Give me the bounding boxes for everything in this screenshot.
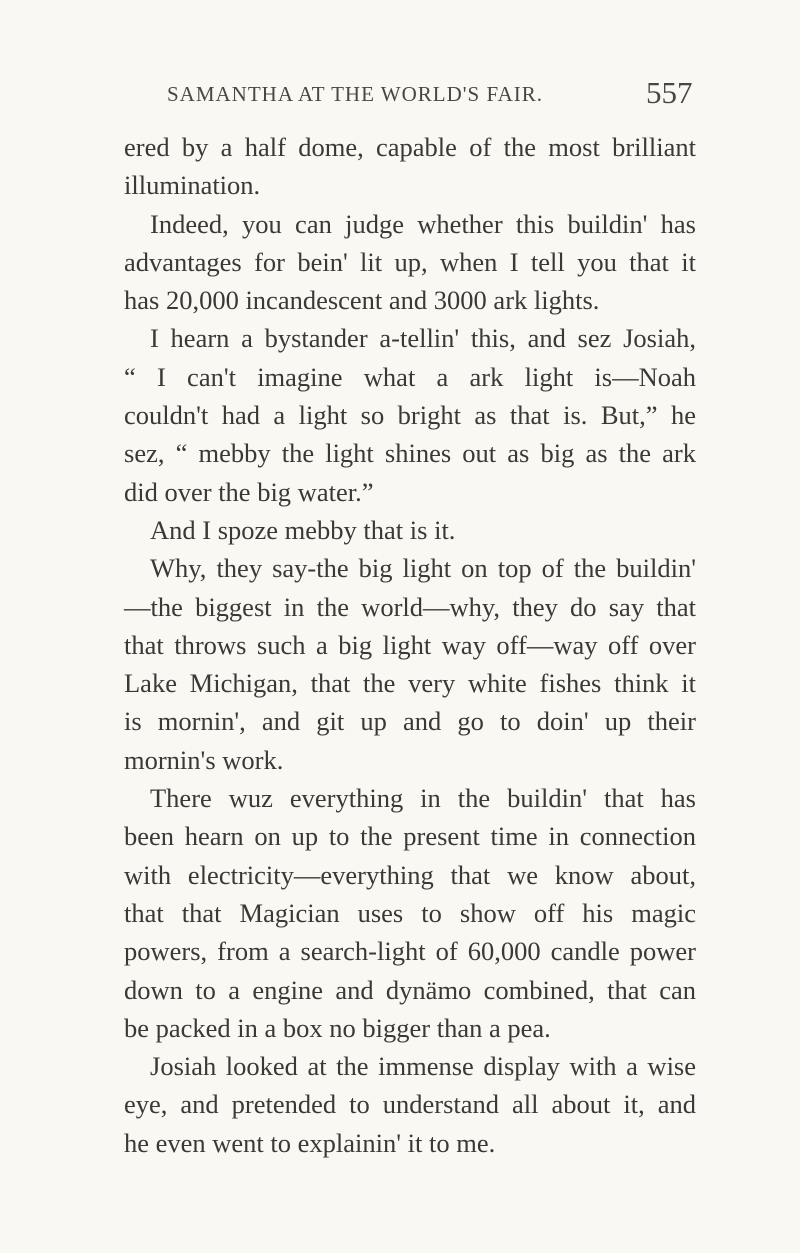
text-line: be packed in a box no bigger than a pea. (124, 1012, 551, 1043)
text-line: There wuz everything in the buildin' that has (150, 783, 696, 814)
text-line: —the biggest in the world—why, they do say that (124, 591, 696, 622)
text-line: been hearn on up to the present time in connection (124, 821, 696, 852)
page-header (0, 74, 800, 110)
page-number: 557 (646, 75, 693, 110)
body-text (124, 128, 696, 1162)
text-line: I hearn a bystander a-tellin' this, and sez Josiah, (150, 323, 696, 354)
text-line: illumination. (124, 170, 261, 201)
text-line: advantages for bein' lit up, when I tell you that it (124, 246, 696, 277)
text-line: Lake Michigan, that the very white fishes think it (124, 668, 696, 699)
text-line: Josiah looked at the immense display with a wise (150, 1051, 696, 1082)
text-line: that that Magician uses to show off his magic (124, 897, 696, 928)
text-line: that throws such a big light way off—way off over (124, 629, 696, 660)
text-line: is mornin', and git up and go to doin' up their (124, 706, 696, 737)
text-line: And I spoze mebby that is it. (150, 514, 456, 545)
text-line: has 20,000 incandescent and 3000 ark lights. (124, 285, 600, 316)
text-line: ered by a half dome, capable of the most brilliant (124, 132, 696, 162)
text-line: down to a engine and dynämo combined, that can (124, 974, 696, 1005)
text-line: sez, “ mebby the light shines out as big as the ark (124, 438, 696, 469)
text-line: Indeed, you can judge whether this buildin' has (150, 208, 696, 239)
text-line: eye, and pretended to understand all about it, and (124, 1089, 696, 1120)
text-line: Why, they say-the big light on top of the buildin' (150, 553, 696, 584)
text-line: couldn't had a light so bright as that is. But,” he (124, 400, 696, 431)
text-line: mornin's work. (124, 744, 284, 775)
text-line: powers, from a search-light of 60,000 candle power (124, 936, 696, 967)
text-line: did over the big water.” (124, 476, 374, 507)
text-line: with electricity—everything that we know about, (124, 859, 696, 890)
text-line: he even went to explainin' it to me. (124, 1127, 496, 1158)
text-line: “ I can't imagine what a ark light is—Noah (124, 361, 696, 392)
running-head: SAMANTHA AT THE WORLD'S FAIR. (167, 82, 544, 106)
